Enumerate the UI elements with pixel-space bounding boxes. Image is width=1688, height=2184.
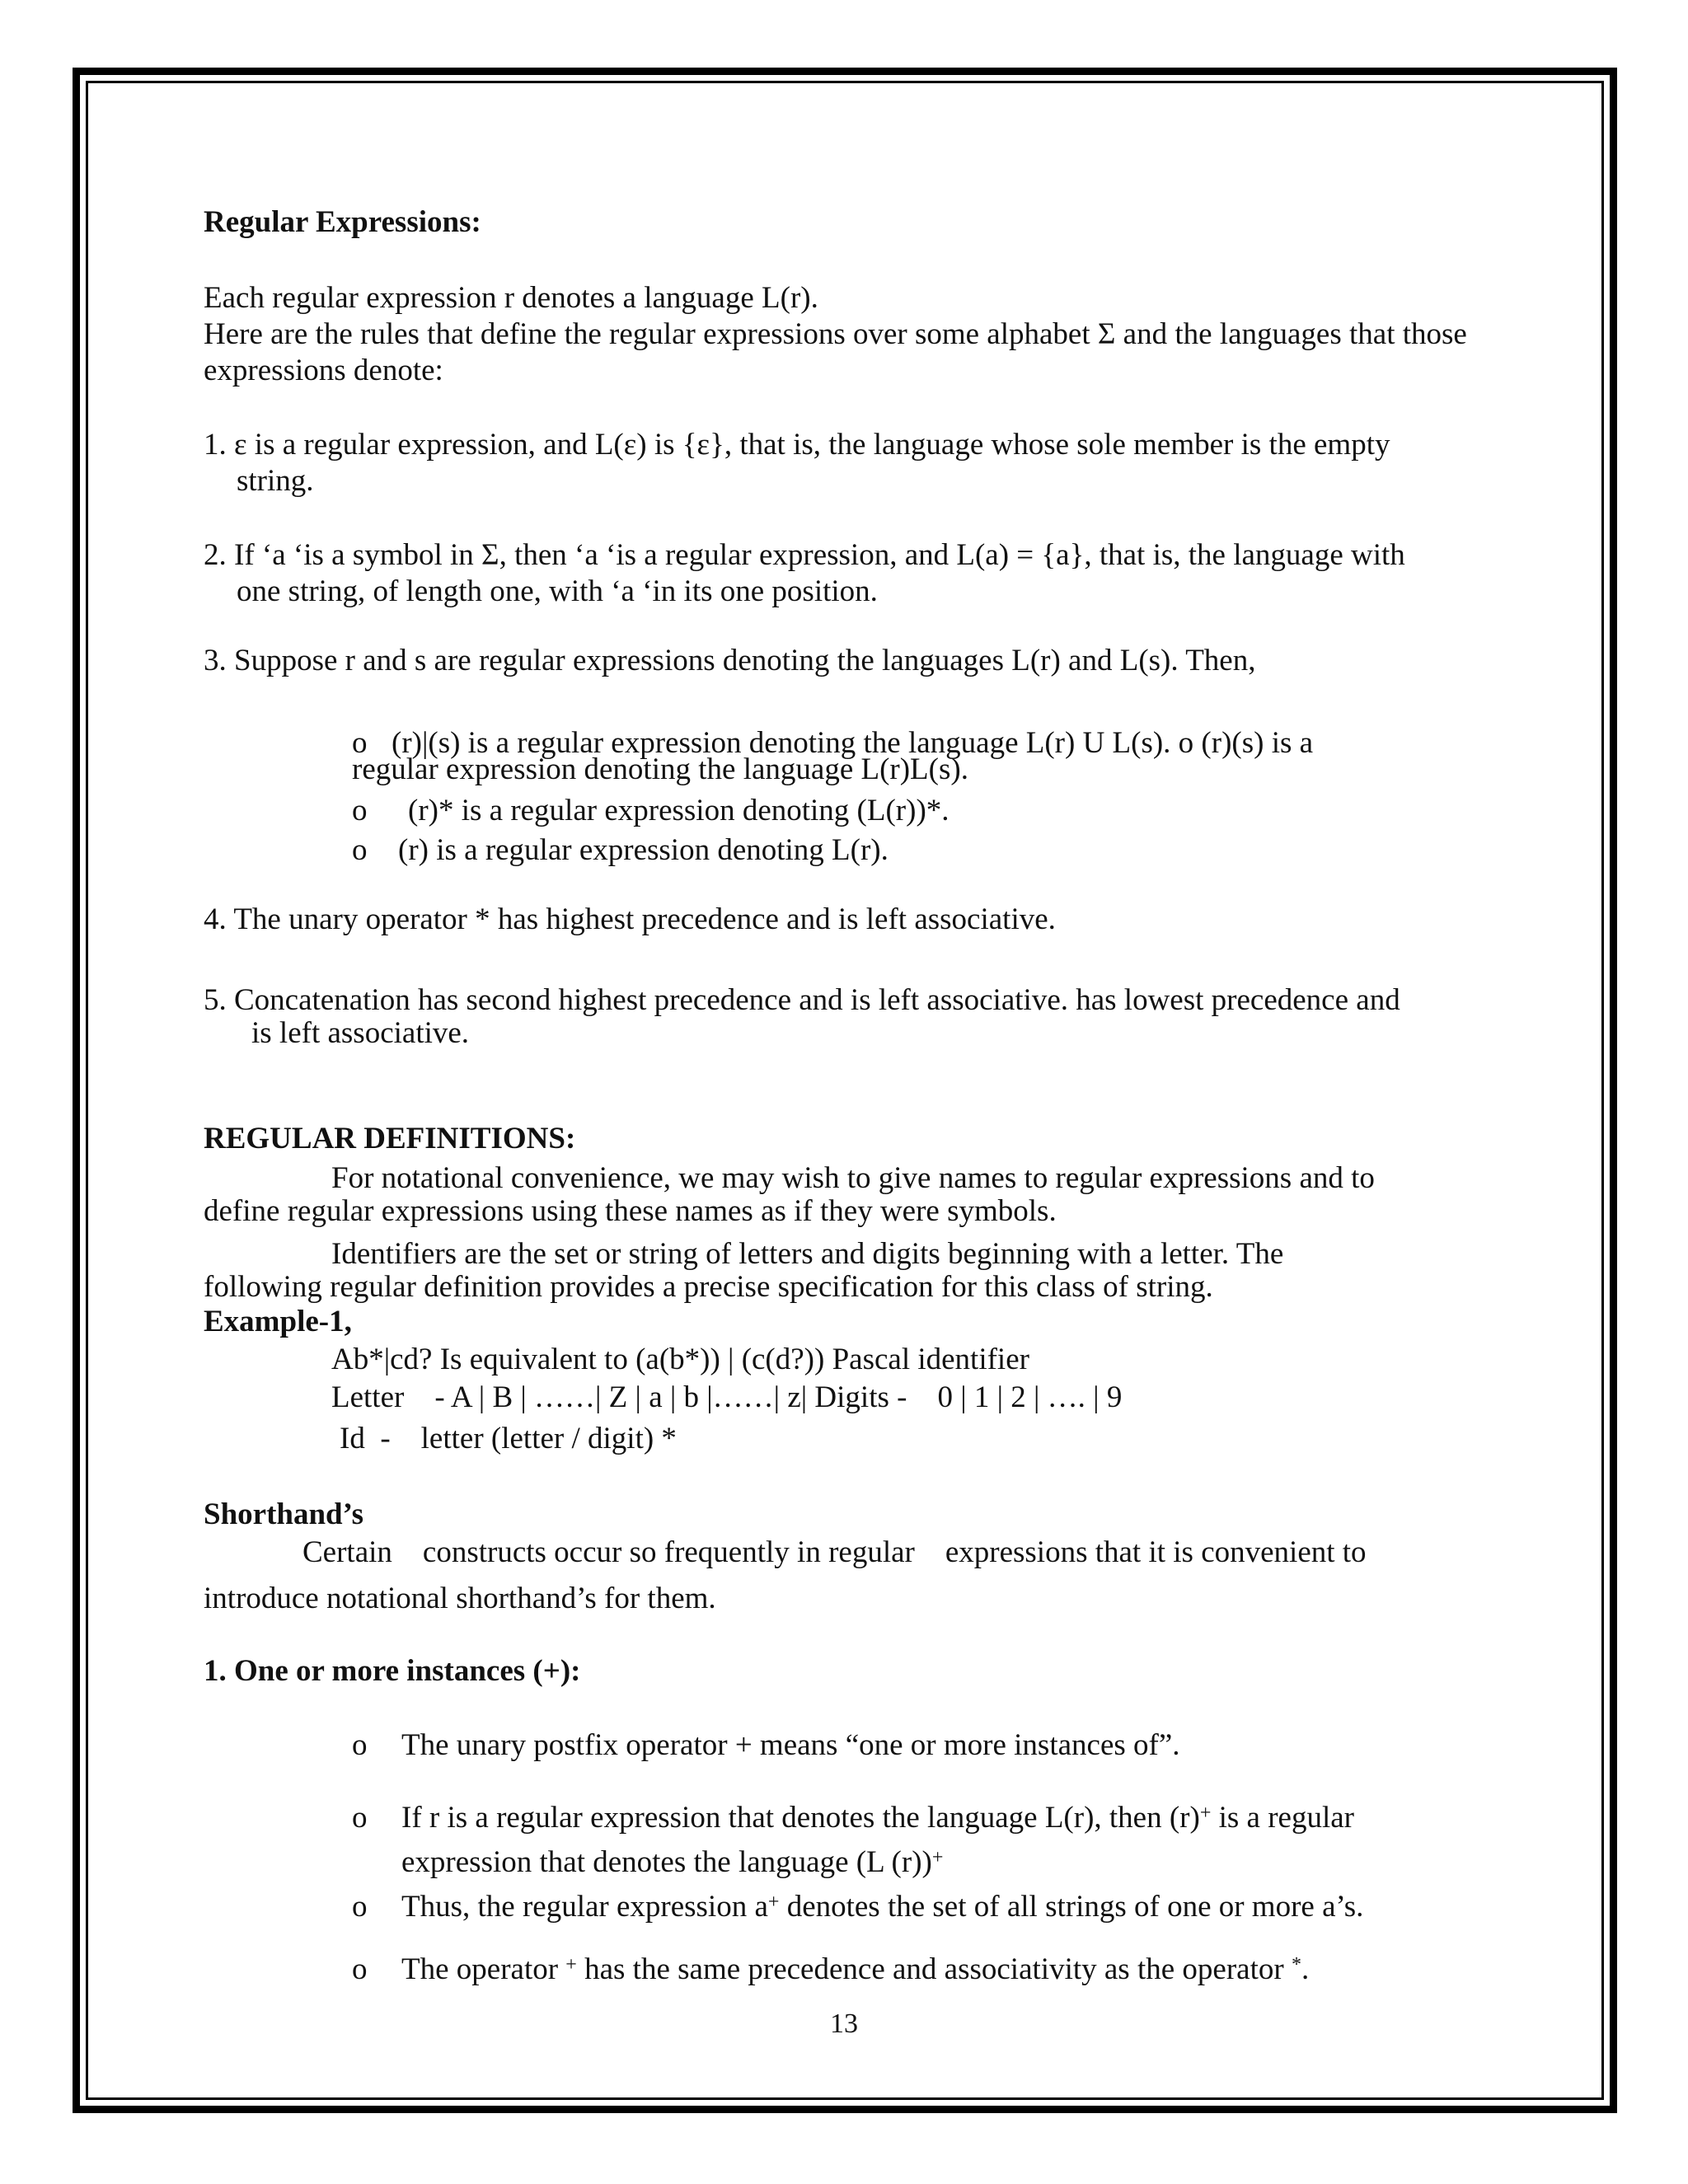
example-line: Ab*|cd? Is equivalent to (a(b*)) | (c(d?)) Pascal identifier <box>331 1343 1029 1376</box>
rule-5: 5. Concatenation has second highest precedence and is left associative. has lowest precedence and <box>204 983 1400 1017</box>
example-line: Letter - A | B | ……| Z | a | b |……| z| Digits - 0 | 1 | 2 | …. | 9 <box>331 1380 1123 1414</box>
paragraph-line: introduce notational shorthand’s for them. <box>204 1582 716 1615</box>
paragraph-line: For notational convenience, we may wish to give names to regular expressions and to <box>331 1161 1375 1195</box>
sub-rule-1: (r)|(s) is a regular expression denoting the language L(r) U L(s). o (r)(s) is a <box>392 726 1314 760</box>
bullet-marker: o <box>352 1890 368 1924</box>
bullet-marker: o <box>352 794 368 827</box>
sub-rule-1-cont: regular expression denoting the language L(r)L(s). <box>352 752 968 786</box>
paragraph-line: define regular expressions using these names as if they were symbols. <box>204 1194 1057 1228</box>
paragraph-line: Certain constructs occur so frequently in regular expressions that it is convenient to <box>302 1535 1367 1569</box>
shorthand-bullet-2-cont: expression that denotes the language (L (r))+ <box>401 1845 944 1879</box>
bullet-marker: o <box>352 1801 368 1835</box>
paragraph-line: Identifiers are the set or string of letters and digits beginning with a letter. The <box>331 1237 1284 1271</box>
heading-regular-expressions: Regular Expressions: <box>204 205 481 239</box>
bullet-marker: o <box>352 1728 368 1762</box>
example-line: Id - letter (letter / digit) * <box>340 1422 677 1455</box>
example-label: Example-1, <box>204 1305 352 1338</box>
bullet-marker: o <box>352 726 368 760</box>
intro-line: Here are the rules that define the regular expressions over some alphabet Σ and the languages that those <box>204 317 1467 351</box>
rule-1-cont: string. <box>237 464 314 498</box>
sub-rule-2: (r)* is a regular expression denoting (L(r))*. <box>408 794 950 827</box>
rule-4: 4. The unary operator * has highest precedence and is left associative. <box>204 902 1056 936</box>
page-number: 13 <box>830 2008 858 2039</box>
rule-2-cont: one string, of length one, with ‘a ‘in its one position. <box>237 574 878 608</box>
paragraph-line: following regular definition provides a precise specification for this class of string. <box>204 1270 1213 1304</box>
heading-regular-definitions: REGULAR DEFINITIONS: <box>204 1122 576 1155</box>
shorthand-bullet-4: The operator + has the same precedence and associativity as the operator *. <box>401 1952 1310 1986</box>
heading-shorthands: Shorthand’s <box>204 1497 363 1531</box>
rule-3: 3. Suppose r and s are regular expressions denoting the languages L(r) and L(s). Then, <box>204 644 1256 677</box>
rule-1: 1. ε is a regular expression, and L(ε) is {ε}, that is, the language whose sole member is the empty <box>204 428 1390 462</box>
intro-line: Each regular expression r denotes a language L(r). <box>204 281 818 315</box>
bullet-marker: o <box>352 833 368 867</box>
shorthand-bullet-3: Thus, the regular expression a+ denotes the set of all strings of one or more a’s. <box>401 1890 1364 1924</box>
intro-line: expressions denote: <box>204 354 443 387</box>
rule-2: 2. If ‘a ‘is a symbol in Σ, then ‘a ‘is a regular expression, and L(a) = {a}, that is, the language with <box>204 538 1405 572</box>
bullet-marker: o <box>352 1952 368 1986</box>
sub-rule-3: (r) is a regular expression denoting L(r). <box>398 833 889 867</box>
shorthand-bullet-2: If r is a regular expression that denotes the language L(r), then (r)+ is a regular <box>401 1801 1354 1835</box>
subheading-one-or-more: 1. One or more instances (+): <box>204 1654 581 1688</box>
rule-5-cont: is left associative. <box>251 1016 470 1050</box>
shorthand-bullet-1: The unary postfix operator + means “one or more instances of”. <box>401 1728 1180 1762</box>
